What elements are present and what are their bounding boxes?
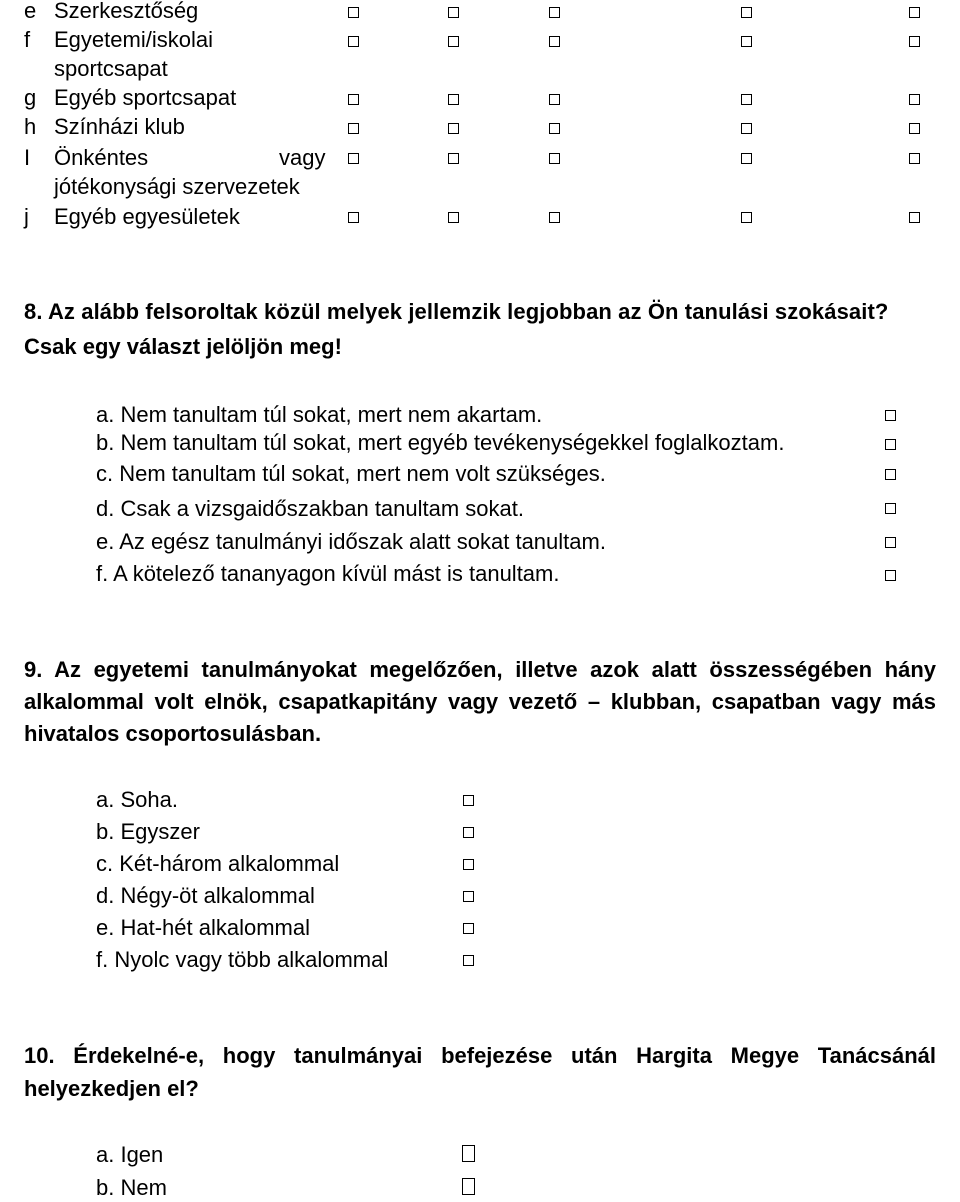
answer-option: e. Hat-hét alkalommal bbox=[96, 915, 310, 940]
row-label-right: vagy bbox=[279, 145, 326, 170]
answer-checkbox[interactable] bbox=[885, 537, 896, 548]
table-checkbox[interactable] bbox=[549, 212, 560, 223]
row-letter: h bbox=[24, 114, 37, 139]
table-checkbox[interactable] bbox=[549, 153, 560, 164]
row-label: Színházi klub bbox=[54, 114, 185, 139]
table-checkbox[interactable] bbox=[909, 153, 920, 164]
table-checkbox[interactable] bbox=[741, 153, 752, 164]
table-checkbox[interactable] bbox=[549, 36, 560, 47]
row-label: Önkéntes bbox=[54, 145, 149, 170]
answer-option: c. Két-három alkalommal bbox=[96, 851, 340, 876]
table-checkbox[interactable] bbox=[348, 94, 359, 105]
answer-option: b. Nem tanultam túl sokat, mert egyéb tevékenységekkel foglalkoztam. bbox=[96, 430, 785, 455]
row-label: Egyéb egyesületek bbox=[54, 204, 240, 229]
question-instruction: Csak egy választ jelöljön meg! bbox=[24, 334, 342, 359]
question-title: 10. Érdekelné-e, hogy tanulmányai befejezése után Hargita Megye Tanácsánál bbox=[24, 1043, 936, 1068]
answer-checkbox[interactable] bbox=[885, 410, 896, 421]
answer-checkbox[interactable] bbox=[462, 1145, 475, 1162]
table-checkbox[interactable] bbox=[909, 7, 920, 18]
table-checkbox[interactable] bbox=[909, 123, 920, 134]
question-title: 8. Az alább felsoroltak közül melyek jellemzik legjobban az Ön tanulási szokásait? bbox=[24, 299, 889, 324]
answer-checkbox[interactable] bbox=[462, 1178, 475, 1195]
table-checkbox[interactable] bbox=[909, 36, 920, 47]
answer-option: f. Nyolc vagy több alkalommal bbox=[96, 947, 389, 972]
table-checkbox[interactable] bbox=[448, 153, 459, 164]
table-checkbox[interactable] bbox=[448, 94, 459, 105]
answer-option: d. Négy-öt alkalommal bbox=[96, 883, 315, 908]
answer-checkbox[interactable] bbox=[463, 891, 474, 902]
table-checkbox[interactable] bbox=[909, 212, 920, 223]
table-checkbox[interactable] bbox=[448, 7, 459, 18]
table-checkbox[interactable] bbox=[741, 212, 752, 223]
table-checkbox[interactable] bbox=[741, 7, 752, 18]
table-checkbox[interactable] bbox=[549, 94, 560, 105]
table-checkbox[interactable] bbox=[348, 123, 359, 134]
answer-option: a. Soha. bbox=[96, 787, 178, 812]
table-checkbox[interactable] bbox=[348, 153, 359, 164]
question-title: hivatalos csoportosulásban. bbox=[24, 721, 322, 746]
table-checkbox[interactable] bbox=[348, 212, 359, 223]
table-checkbox[interactable] bbox=[909, 94, 920, 105]
question-title: alkalommal volt elnök, csapatkapitány vagy vezető – klubban, csapatban vagy más bbox=[24, 689, 936, 714]
row-letter: f bbox=[24, 27, 31, 52]
answer-option: a. Igen bbox=[96, 1142, 164, 1167]
answer-checkbox[interactable] bbox=[885, 570, 896, 581]
answer-checkbox[interactable] bbox=[463, 955, 474, 966]
row-label-cont: jótékonysági szervezetek bbox=[54, 174, 300, 199]
row-letter: I bbox=[24, 145, 31, 170]
answer-checkbox[interactable] bbox=[463, 827, 474, 838]
table-checkbox[interactable] bbox=[741, 36, 752, 47]
question-title: 9. Az egyetemi tanulmányokat megelőzően, illetve azok alatt összességében hány bbox=[24, 657, 936, 682]
table-checkbox[interactable] bbox=[348, 7, 359, 18]
answer-option: b. Egyszer bbox=[96, 819, 200, 844]
answer-checkbox[interactable] bbox=[463, 859, 474, 870]
question-title: helyezkedjen el? bbox=[24, 1076, 199, 1101]
answer-option: d. Csak a vizsgaidőszakban tanultam sokat. bbox=[96, 496, 525, 521]
answer-checkbox[interactable] bbox=[885, 503, 896, 514]
row-letter: j bbox=[24, 204, 29, 229]
table-checkbox[interactable] bbox=[549, 7, 560, 18]
table-checkbox[interactable] bbox=[448, 212, 459, 223]
answer-checkbox[interactable] bbox=[463, 795, 474, 806]
row-label: Egyéb sportcsapat bbox=[54, 85, 237, 110]
answer-option: c. Nem tanultam túl sokat, mert nem volt szükséges. bbox=[96, 461, 606, 486]
row-letter: e bbox=[24, 0, 37, 23]
answer-option: b. Nem bbox=[96, 1175, 167, 1200]
row-label-cont: sportcsapat bbox=[54, 56, 168, 81]
table-checkbox[interactable] bbox=[448, 123, 459, 134]
answer-option: e. Az egész tanulmányi időszak alatt sokat tanultam. bbox=[96, 529, 606, 554]
answer-checkbox[interactable] bbox=[885, 439, 896, 450]
row-label: Szerkesztőség bbox=[54, 0, 199, 23]
row-label: Egyetemi/iskolai bbox=[54, 27, 213, 52]
table-checkbox[interactable] bbox=[741, 94, 752, 105]
answer-checkbox[interactable] bbox=[885, 469, 896, 480]
table-checkbox[interactable] bbox=[448, 36, 459, 47]
table-checkbox[interactable] bbox=[549, 123, 560, 134]
answer-option: a. Nem tanultam túl sokat, mert nem akartam. bbox=[96, 402, 543, 427]
table-checkbox[interactable] bbox=[741, 123, 752, 134]
row-letter: g bbox=[24, 85, 37, 110]
answer-checkbox[interactable] bbox=[463, 923, 474, 934]
answer-option: f. A kötelező tananyagon kívül mást is tanultam. bbox=[96, 561, 560, 586]
table-checkbox[interactable] bbox=[348, 36, 359, 47]
